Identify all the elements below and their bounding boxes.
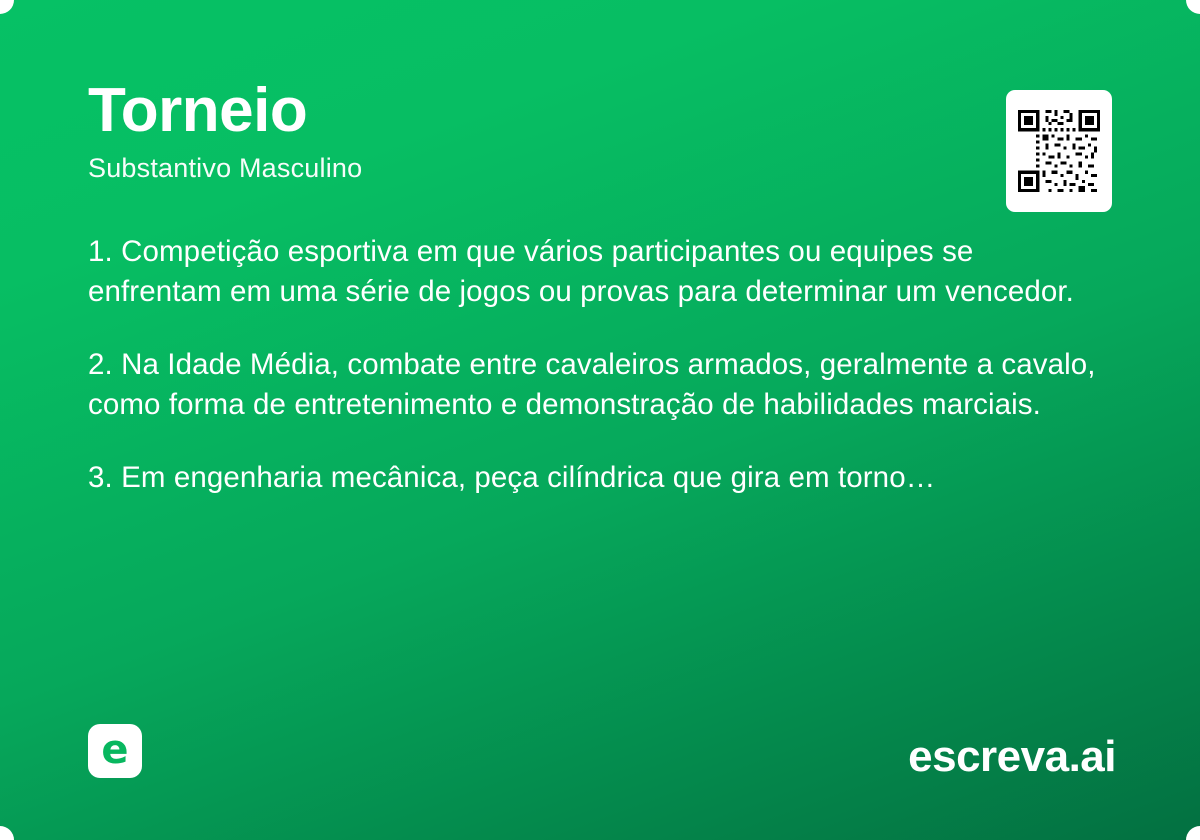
- definition-item: 2. Na Idade Média, combate entre cavaleiros armados, geralmente a cavalo, como forma de entretenimento e demonstração de habilidades marciais.: [88, 348, 1096, 421]
- brand-wordmark: escreva.ai: [908, 732, 1116, 781]
- logo-letter: e: [101, 726, 129, 773]
- definition-item: 1. Competição esportiva em que vários participantes ou equipes se enfrentam em uma série de jogos ou provas para determinar um vencedor.: [88, 235, 1074, 308]
- card-content: [88, 78, 1112, 498]
- qr-code-icon[interactable]: [1006, 90, 1112, 212]
- corner-decoration-bottom-left: [0, 826, 14, 840]
- definition-list: [88, 232, 1098, 498]
- definition-item: 3. Em engenharia mecânica, peça cilíndrica que gira em torno…: [88, 461, 936, 495]
- part-of-speech-label: Substantivo Masculino: [88, 153, 363, 184]
- brand-logo-mark: [88, 724, 142, 778]
- page-title: Torneio: [88, 76, 308, 145]
- corner-decoration-bottom-right: [1186, 826, 1200, 840]
